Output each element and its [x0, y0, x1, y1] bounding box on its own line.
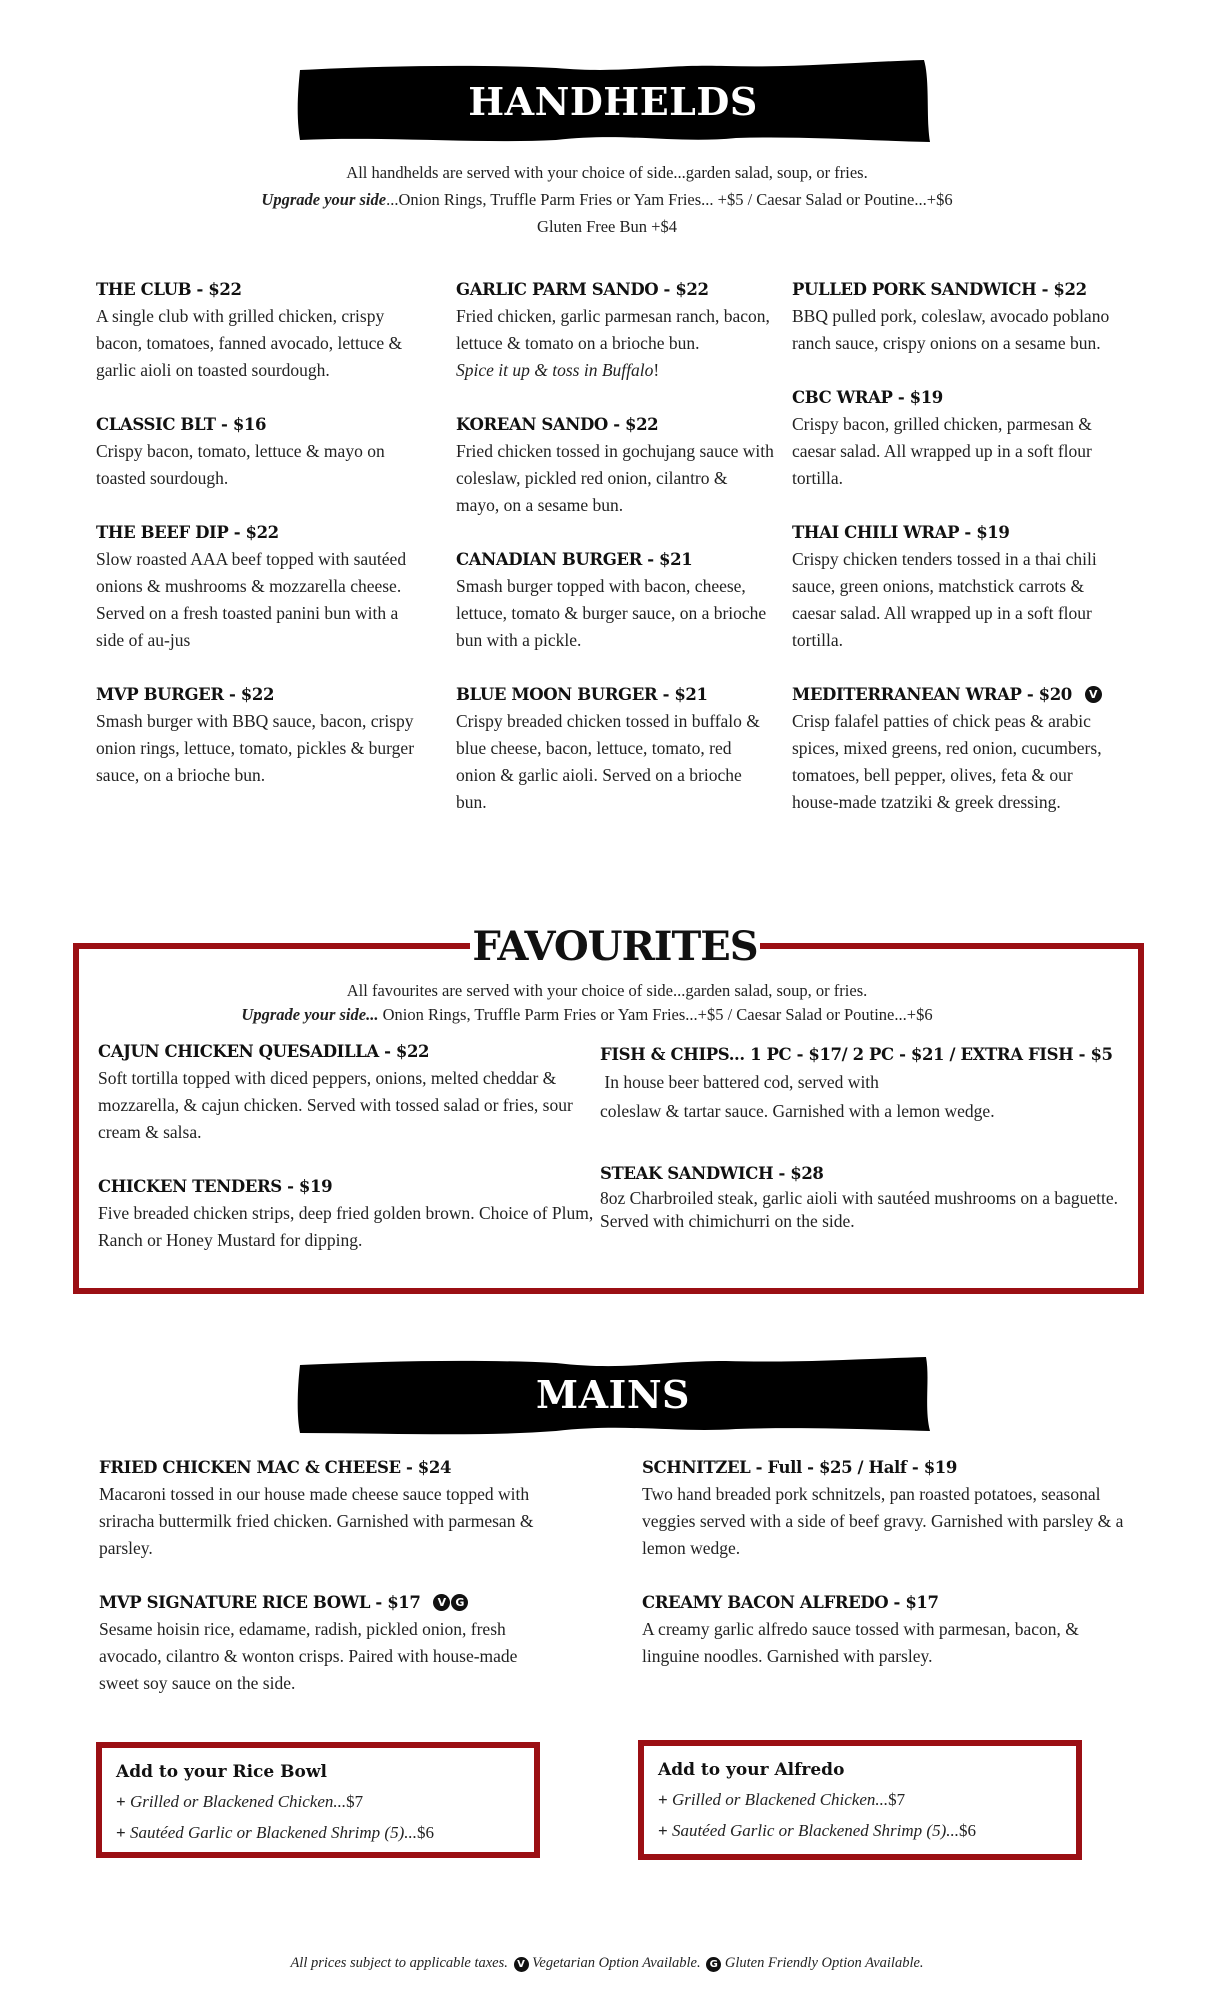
item-desc: Crispy breaded chicken tossed in buffalo & blue cheese, bacon, lettuce, tomato, red onion & garlic aioli. Served on a brioche bun.	[456, 711, 760, 812]
addon-title: Add to your Alfredo	[658, 1760, 845, 1780]
menu-item	[98, 1038, 598, 1146]
addon-box-rice-bowl	[96, 1742, 540, 1858]
favourites-column-right	[600, 1041, 1130, 1260]
item-title: THE BEEF DIP - $22	[96, 523, 279, 542]
item-title: BLUE MOON BURGER - $21	[456, 685, 708, 704]
section-title-handhelds: HANDHELDS	[468, 79, 758, 124]
item-desc: Smash burger with BBQ sauce, bacon, crispy onion rings, lettuce, tomato, pickles & burger sauce, on a brioche bun.	[96, 711, 415, 785]
item-desc: Macaroni tossed in our house made cheese sauce topped with sriracha buttermilk fried chicken. Garnished with parmesan & parsley.	[99, 1484, 534, 1558]
item-title: KOREAN SANDO - $22	[456, 415, 659, 434]
addon-name: Sautéed Garlic or Blackened Shrimp (5)...	[667, 1821, 959, 1840]
gluten-friendly-icon: G	[706, 1957, 721, 1972]
gluten-friendly-icon: G	[451, 1594, 468, 1611]
addon-name: Grilled or Blackened Chicken...	[667, 1790, 889, 1809]
menu-item	[792, 681, 1110, 816]
handhelds-column-3	[792, 276, 1110, 843]
addon-option	[116, 1817, 520, 1848]
menu-item	[96, 519, 416, 654]
menu-item	[99, 1454, 559, 1562]
item-title: SCHNITZEL - Full - $25 / Half - $19	[642, 1458, 957, 1477]
intro-sides: All favourites are served with your choice of side...garden salad, soup, or fries.	[346, 981, 868, 1000]
vegetarian-icon: V	[433, 1594, 450, 1611]
plus-icon: +	[116, 1792, 126, 1811]
menu-item	[600, 1160, 1130, 1233]
menu-item	[96, 681, 416, 789]
item-desc-line: coleslaw & tartar sauce. Garnished with a lemon wedge.	[600, 1101, 995, 1121]
mains-column-right	[642, 1454, 1132, 1697]
item-desc: Sesame hoisin rice, edamame, radish, pickled onion, fresh avocado, cilantro & wonton crisps. Paired with house-made sweet soy sauce on the side.	[99, 1619, 518, 1693]
intro-upgrade	[0, 186, 1214, 213]
item-title	[792, 681, 1110, 708]
item-desc: Two hand breaded pork schnitzels, pan roasted potatoes, seasonal veggies served with a side of beef gravy. Garnished with parsley & a lemon wedge.	[642, 1484, 1124, 1558]
item-desc: Slow roasted AAA beef topped with sautéed onions & mushrooms & mozzarella cheese. Served on a fresh toasted panini bun with a side of au-jus	[96, 549, 407, 650]
addon-box-alfredo	[638, 1740, 1082, 1860]
handhelds-intro	[0, 159, 1214, 240]
vegetarian-icon: V	[514, 1957, 529, 1972]
item-title: CBC WRAP - $19	[792, 388, 943, 407]
item-title: STEAK SANDWICH - $28	[600, 1164, 824, 1183]
handhelds-column-1	[96, 276, 416, 816]
item-desc: 8oz Charbroiled steak, garlic aioli with sautéed mushrooms on a baguette. Served with chimichurri on the side.	[600, 1188, 1119, 1231]
handhelds-banner	[296, 60, 930, 144]
item-title: MVP BURGER - $22	[96, 685, 275, 704]
menu-item	[642, 1454, 1132, 1562]
addon-option	[116, 1786, 520, 1817]
plus-icon: +	[658, 1790, 668, 1809]
footer-note	[0, 1955, 1214, 1972]
menu-item	[98, 1173, 598, 1254]
addon-title: Add to your Rice Bowl	[116, 1762, 327, 1782]
handhelds-column-2	[456, 276, 774, 843]
item-title: CHICKEN TENDERS - $19	[98, 1177, 333, 1196]
addon-name: Sautéed Garlic or Blackened Shrimp (5)...	[125, 1823, 417, 1842]
item-desc: Smash burger topped with bacon, cheese, lettuce, tomato & burger sauce, on a brioche bun with a pickle.	[456, 576, 767, 650]
item-title-text: MEDITERRANEAN WRAP - $20	[792, 685, 1072, 704]
menu-item	[642, 1589, 1132, 1670]
item-desc: Soft tortilla topped with diced peppers, onions, melted cheddar & mozzarella, & cajun chicken. Served with tossed salad or fries, sour cream & salsa.	[98, 1068, 573, 1142]
note-end: !	[653, 360, 660, 380]
menu-item	[456, 411, 774, 519]
addon-price: $7	[346, 1792, 364, 1811]
item-title: GARLIC PARM SANDO - $22	[456, 280, 709, 299]
item-title: FISH & CHIPS... 1 PC - $17/ 2 PC - $21 / EXTRA FISH - $5	[600, 1045, 1113, 1064]
item-desc: Crisp falafel patties of chick peas & arabic spices, mixed greens, red onion, cucumbers, tomatoes, bell pepper, olives, feta & our house-made tzatziki & greek dressing.	[792, 711, 1102, 812]
plus-icon: +	[658, 1821, 668, 1840]
item-title: CREAMY BACON ALFREDO - $17	[642, 1593, 939, 1612]
taxes-note: All prices subject to applicable taxes.	[290, 1955, 512, 1971]
item-desc: Five breaded chicken strips, deep fried golden brown. Choice of Plum, Ranch or Honey Mustard for dipping.	[98, 1203, 594, 1250]
item-desc: Fried chicken, garlic parmesan ranch, bacon, lettuce & tomato on a brioche bun.	[456, 306, 770, 353]
favourites-column-left	[98, 1038, 598, 1281]
note-italic: Spice it up & toss in Buffalo	[456, 360, 654, 380]
mains-banner	[296, 1353, 930, 1437]
mains-column-left	[99, 1454, 559, 1724]
menu-item	[99, 1589, 559, 1697]
menu-item	[96, 411, 416, 492]
upgrade-label: Upgrade your side...	[241, 1005, 379, 1024]
intro-gluten-free: Gluten Free Bun +$4	[537, 217, 677, 236]
item-title: THAI CHILI WRAP - $19	[792, 523, 1010, 542]
upgrade-text: ...Onion Rings, Truffle Parm Fries or Yam Fries... +$5 / Caesar Salad or Poutine...+$6	[386, 190, 953, 209]
section-title-mains: MAINS	[536, 1372, 690, 1417]
item-desc: Fried chicken tossed in gochujang sauce with coleslaw, pickled red onion, cilantro & mayo, on a sesame bun.	[456, 441, 774, 515]
upgrade-label: Upgrade your side	[261, 190, 387, 209]
menu-item	[792, 384, 1110, 492]
item-title-text: MVP SIGNATURE RICE BOWL - $17	[99, 1593, 421, 1612]
gluten-friendly-note: Gluten Friendly Option Available.	[721, 1955, 924, 1971]
menu-item	[792, 276, 1110, 357]
item-title: PULLED PORK SANDWICH - $22	[792, 280, 1087, 299]
intro-sides: All handhelds are served with your choice of side...garden salad, soup, or fries.	[346, 163, 868, 182]
item-title: CANADIAN BURGER - $21	[456, 550, 693, 569]
favourites-title-wrap	[470, 922, 760, 972]
favourites-intro	[0, 979, 1214, 1027]
menu-item	[96, 276, 416, 384]
section-title-favourites: FAVOURITES	[472, 923, 758, 970]
menu-item	[456, 546, 774, 654]
item-desc-line: In house beer battered cod, served with	[600, 1072, 879, 1092]
addon-price: $6	[416, 1823, 434, 1842]
item-desc: A creamy garlic alfredo sauce tossed with parmesan, bacon, & linguine noodles. Garnished with parsley.	[642, 1619, 1079, 1666]
item-desc: Crispy chicken tenders tossed in a thai chili sauce, green onions, matchstick carrots & caesar salad. All wrapped up in a soft flour tortilla.	[792, 549, 1097, 650]
addon-option	[658, 1784, 1062, 1815]
addon-name: Grilled or Blackened Chicken...	[125, 1792, 347, 1811]
item-title	[99, 1589, 559, 1616]
item-note	[456, 357, 774, 384]
vegetarian-icon: V	[1085, 686, 1102, 703]
item-title: CAJUN CHICKEN QUESADILLA - $22	[98, 1042, 430, 1061]
vegetarian-note: Vegetarian Option Available.	[528, 1955, 705, 1971]
menu-item	[456, 276, 774, 384]
item-title: THE CLUB - $22	[96, 280, 242, 299]
plus-icon: +	[116, 1823, 126, 1842]
intro-upgrade	[0, 1003, 1214, 1027]
addon-price: $6	[958, 1821, 976, 1840]
item-desc: A single club with grilled chicken, crispy bacon, tomatoes, fanned avocado, lettuce & garlic aioli on toasted sourdough.	[96, 306, 403, 380]
item-title: FRIED CHICKEN MAC & CHEESE - $24	[99, 1458, 452, 1477]
menu-item	[792, 519, 1110, 654]
item-desc: BBQ pulled pork, coleslaw, avocado poblano ranch sauce, crispy onions on a sesame bun.	[792, 306, 1110, 353]
item-desc: Crispy bacon, tomato, lettuce & mayo on toasted sourdough.	[96, 441, 385, 488]
item-title: CLASSIC BLT - $16	[96, 415, 267, 434]
addon-option	[658, 1815, 1062, 1846]
addon-price: $7	[888, 1790, 906, 1809]
menu-item	[600, 1041, 1130, 1126]
upgrade-text: Onion Rings, Truffle Parm Fries or Yam Fries...+$5 / Caesar Salad or Poutine...+$6	[378, 1005, 933, 1024]
menu-item	[456, 681, 774, 816]
item-desc: Crispy bacon, grilled chicken, parmesan & caesar salad. All wrapped up in a soft flour tortilla.	[792, 414, 1092, 488]
